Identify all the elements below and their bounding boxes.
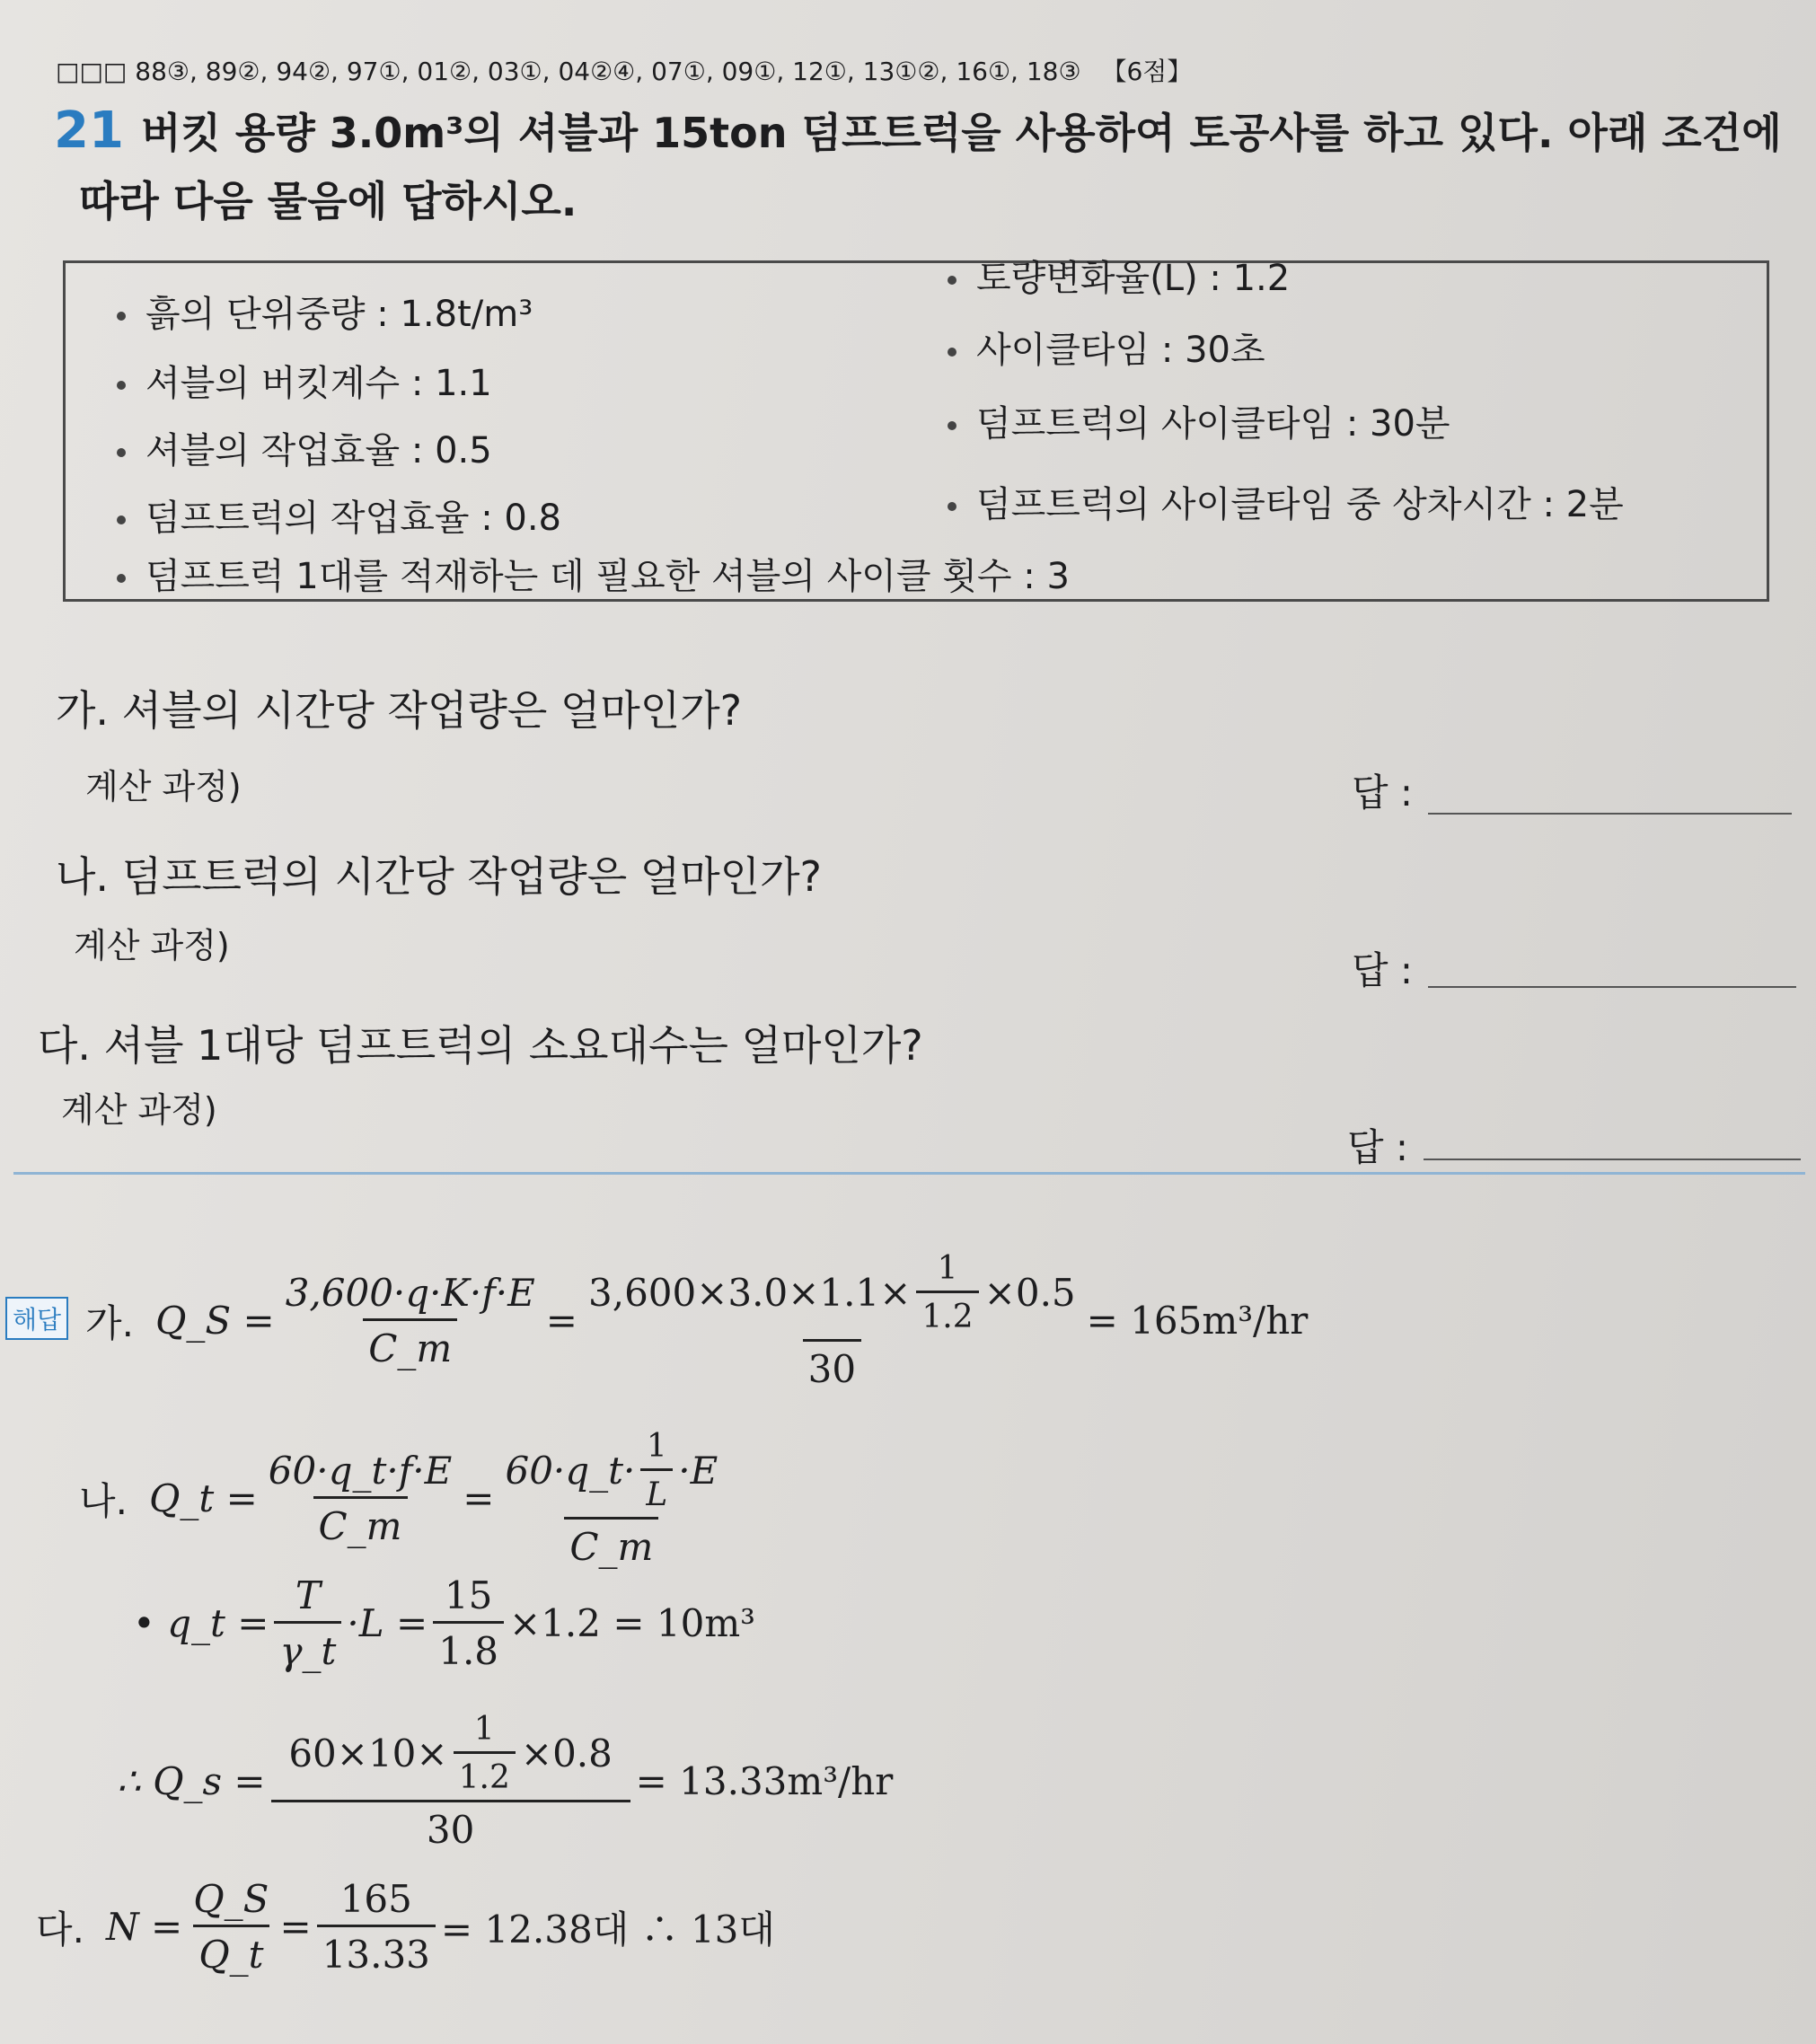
problem-text-line2: 따라 다음 물음에 답하시오. xyxy=(79,177,577,225)
fraction: $\frac{165}{13.33}$ xyxy=(317,1877,436,1977)
exam-history-tags xyxy=(56,52,1192,88)
fraction: $\frac{3,600\cdot q\cdot K\cdot f\cdot E}{C\_m}$ xyxy=(285,1271,535,1370)
calc-process-label: 계산 과정) xyxy=(61,1090,217,1130)
section-divider xyxy=(13,1172,1805,1175)
condition-item: 셔블의 작업효율 : 0.5 xyxy=(117,422,492,473)
calc-process-label: 계산 과정) xyxy=(85,767,242,806)
fraction: $\frac{Q\_S}{Q\_t}$ xyxy=(193,1877,269,1977)
fraction: $\frac{60\cdot q\_t\cdot f\cdot E}{C\_m}$ xyxy=(268,1449,453,1548)
answer-label: 답 : xyxy=(1352,948,1414,992)
question-c: 다. 셔블 1대당 덤프트럭의 소요대수는 얼마인가? xyxy=(38,1021,923,1070)
condition-item: 덤프트럭 1대를 적재하는 데 필요한 셔블의 사이클 횟수 : 3 xyxy=(117,548,1070,599)
solution-a: 가. Q_S = $\frac{3,600\cdot q\cdot K\cdot f\cdot E}{C\_m}$ = 3,600×3.0×1.1× $\frac{1}{1.2}$ ×0.5 30 = 165m³/hr xyxy=(85,1250,1309,1391)
exam-years: □□□ 88③, 89②, 94②, 97①, 01②, 03①, 04②④, 07①, 09①, 12①, 13①②, 16①, 18③ xyxy=(56,57,1081,86)
answer-label: 답 : xyxy=(1347,1125,1409,1169)
problem-text-line1: 버킷 용량 3.0m³의 셔블과 15ton 덤프트럭을 사용하여 토공사를 하고 있다. 아래 조건에 xyxy=(141,109,1782,157)
answer-label: 답 : xyxy=(1352,771,1414,815)
condition-item: 셔블의 버킷계수 : 1.1 xyxy=(117,355,492,406)
condition-item: 토량변화율(L) : 1.2 xyxy=(948,250,1290,301)
solution-tag: 해답 xyxy=(5,1297,68,1340)
fraction: $\frac{T}{\gamma\_t}$ xyxy=(274,1573,341,1673)
calc-process-label: 계산 과정) xyxy=(74,926,230,965)
answer-blank-line xyxy=(1424,1159,1801,1160)
question-b: 나. 덤프트럭의 시간당 작업량은 얼마인가? xyxy=(56,852,822,901)
answer-blank-line xyxy=(1428,986,1796,988)
problem-number: 21 xyxy=(54,101,124,160)
solution-b-qt: • q_t = $\frac{T}{\gamma\_t}$ ·L = $\frac{15}{1.8}$ ×1.2 = 10m³ xyxy=(133,1573,755,1673)
points-label: 【6점】 xyxy=(1101,57,1193,86)
answer-blank-line xyxy=(1428,813,1792,815)
solution-b-result: ∴ Q_s = 60×10× $\frac{1}{1.2}$ ×0.8 30 = 13.33m³/hr xyxy=(117,1711,894,1852)
condition-item: 흙의 단위중량 : 1.8t/m³ xyxy=(117,286,533,337)
fraction: 3,600×3.0×1.1× $\frac{1}{1.2}$ ×0.5 30 xyxy=(588,1250,1076,1391)
condition-item: 사이클타임 : 30초 xyxy=(948,322,1265,373)
solution-c: 다. N = $\frac{Q\_S}{Q\_t}$ = $\frac{165}{13.33}$ = 12.38대 ∴ 13대 xyxy=(36,1877,775,1977)
solution-b: 나. Q_t = $\frac{60\cdot q\_t\cdot f\cdot E}{C\_m}$ = 60·q_t· $\frac{1}{L}$ ·E C_m xyxy=(79,1428,728,1569)
condition-item: 덤프트럭의 사이클타임 중 상차시간 : 2분 xyxy=(948,476,1624,527)
fraction: 60·q_t· $\frac{1}{L}$ ·E C_m xyxy=(505,1428,718,1569)
question-a: 가. 셔블의 시간당 작업량은 얼마인가? xyxy=(56,686,743,735)
condition-item: 덤프트럭의 작업효율 : 0.8 xyxy=(117,489,561,541)
problem-statement xyxy=(54,101,1782,160)
fraction: $\frac{15}{1.8}$ xyxy=(433,1573,504,1673)
fraction: 60×10× $\frac{1}{1.2}$ ×0.8 30 xyxy=(271,1711,630,1852)
condition-item: 덤프트럭의 사이클타임 : 30분 xyxy=(948,395,1450,446)
